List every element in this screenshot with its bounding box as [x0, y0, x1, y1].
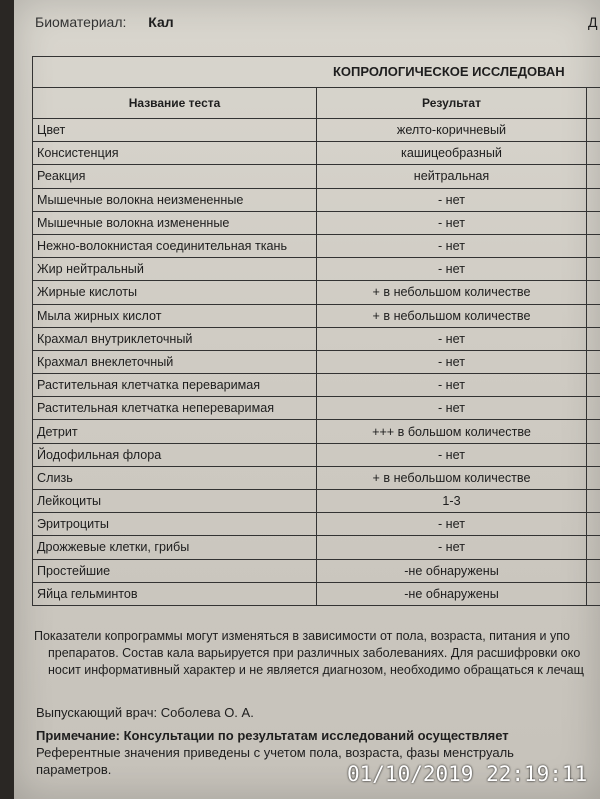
remark-label: Примечание:: [36, 728, 120, 743]
test-result: +++ в большом количестве: [317, 420, 587, 443]
test-result: + в небольшом количестве: [317, 304, 587, 327]
table-row: [33, 490, 600, 513]
interpretation-note: [34, 628, 600, 679]
table-row: [33, 536, 600, 559]
test-result: - нет: [317, 327, 587, 350]
remark-line-2: Референтные значения приведены с учетом пола, возраста, фазы менструаль: [36, 745, 514, 760]
test-name: Лейкоциты: [33, 490, 317, 513]
test-result: нейтральная: [317, 165, 587, 188]
table-row: [33, 374, 600, 397]
table-row: [33, 211, 600, 234]
extra-cell: [587, 119, 600, 142]
table-row: [33, 258, 600, 281]
test-result: - нет: [317, 536, 587, 559]
extra-cell: [587, 165, 600, 188]
header-edge-text: Д: [588, 14, 598, 30]
column-header-test-name: Название теста: [33, 88, 317, 119]
table-header-row: [33, 88, 600, 119]
note-line-2: препаратов. Состав кала варьируется при различных заболеваниях. Для расшифровки око: [48, 646, 581, 660]
table-row: [33, 234, 600, 257]
extra-cell: [587, 513, 600, 536]
table-row: [33, 304, 600, 327]
test-name: Яйца гельминтов: [33, 582, 317, 605]
extra-cell: [587, 211, 600, 234]
table-row: [33, 513, 600, 536]
test-result: - нет: [317, 397, 587, 420]
remark-line-3: параметров.: [36, 762, 112, 777]
test-name: Крахмал внутриклеточный: [33, 327, 317, 350]
biomaterial-line: [35, 14, 174, 30]
photo-timestamp: 01/10/2019 22:19:11: [347, 762, 588, 786]
extra-cell: [587, 490, 600, 513]
note-line-3: носит информативный характер и не является диагнозом, необходимо обращаться к лечащ: [48, 663, 584, 677]
extra-cell: [587, 582, 600, 605]
test-name: Цвет: [33, 119, 317, 142]
extra-cell: [587, 234, 600, 257]
test-result: + в небольшом количестве: [317, 466, 587, 489]
test-name: Эритроциты: [33, 513, 317, 536]
test-result: - нет: [317, 443, 587, 466]
biomaterial-label: Биоматериал:: [35, 14, 127, 30]
test-result: 1-3: [317, 490, 587, 513]
test-result: - нет: [317, 350, 587, 373]
test-name: Слизь: [33, 466, 317, 489]
test-name: Растительная клетчатка непереваримая: [33, 397, 317, 420]
extra-cell: [587, 374, 600, 397]
results-table: [32, 87, 600, 606]
test-result: - нет: [317, 258, 587, 281]
table-row: [33, 420, 600, 443]
test-name: Простейшие: [33, 559, 317, 582]
extra-cell: [587, 258, 600, 281]
test-result: - нет: [317, 234, 587, 257]
test-result: - нет: [317, 513, 587, 536]
biomaterial-value: Кал: [148, 14, 174, 30]
test-name: Дрожжевые клетки, грибы: [33, 536, 317, 559]
extra-cell: [587, 188, 600, 211]
table-row: [33, 397, 600, 420]
test-name: Мыла жирных кислот: [33, 304, 317, 327]
remark-line-1: Консультации по результатам исследований осуществляет: [123, 728, 509, 743]
test-result: - нет: [317, 188, 587, 211]
extra-cell: [587, 142, 600, 165]
test-name: Мышечные волокна неизмененные: [33, 188, 317, 211]
test-name: Нежно-волокнистая соединительная ткань: [33, 234, 317, 257]
extra-cell: [587, 443, 600, 466]
test-name: Крахмал внеклеточный: [33, 350, 317, 373]
extra-cell: [587, 466, 600, 489]
extra-cell: [587, 536, 600, 559]
test-result: + в небольшом количестве: [317, 281, 587, 304]
table-row: [33, 142, 600, 165]
test-result: - нет: [317, 374, 587, 397]
table-row: [33, 327, 600, 350]
test-name: Детрит: [33, 420, 317, 443]
table-row: [33, 281, 600, 304]
extra-cell: [587, 304, 600, 327]
test-name: Жир нейтральный: [33, 258, 317, 281]
extra-cell: [587, 397, 600, 420]
test-name: Консистенция: [33, 142, 317, 165]
table-row: [33, 350, 600, 373]
column-header-extra: [587, 88, 600, 119]
extra-cell: [587, 350, 600, 373]
test-name: Реакция: [33, 165, 317, 188]
test-result: кашицеобразный: [317, 142, 587, 165]
column-header-result: Результат: [317, 88, 587, 119]
table-row: [33, 165, 600, 188]
results-table-container: [32, 56, 600, 606]
table-row: [33, 582, 600, 605]
extra-cell: [587, 327, 600, 350]
issuing-doctor: Выпускающий врач: Соболева О. А.: [36, 705, 254, 720]
test-name: Растительная клетчатка переваримая: [33, 374, 317, 397]
extra-cell: [587, 281, 600, 304]
table-row: [33, 119, 600, 142]
table-row: [33, 188, 600, 211]
test-result: -не обнаружены: [317, 559, 587, 582]
table-row: [33, 466, 600, 489]
extra-cell: [587, 559, 600, 582]
table-row: [33, 443, 600, 466]
extra-cell: [587, 420, 600, 443]
test-name: Жирные кислоты: [33, 281, 317, 304]
test-result: желто-коричневый: [317, 119, 587, 142]
table-row: [33, 559, 600, 582]
note-line-1: Показатели копрограммы могут изменяться в зависимости от пола, возраста, питания и упо: [34, 629, 570, 643]
test-result: - нет: [317, 211, 587, 234]
test-name: Йодофильная флора: [33, 443, 317, 466]
test-name: Мышечные волокна измененные: [33, 211, 317, 234]
test-result: -не обнаружены: [317, 582, 587, 605]
section-title: КОПРОЛОГИЧЕСКОЕ ИССЛЕДОВАН: [32, 57, 600, 87]
